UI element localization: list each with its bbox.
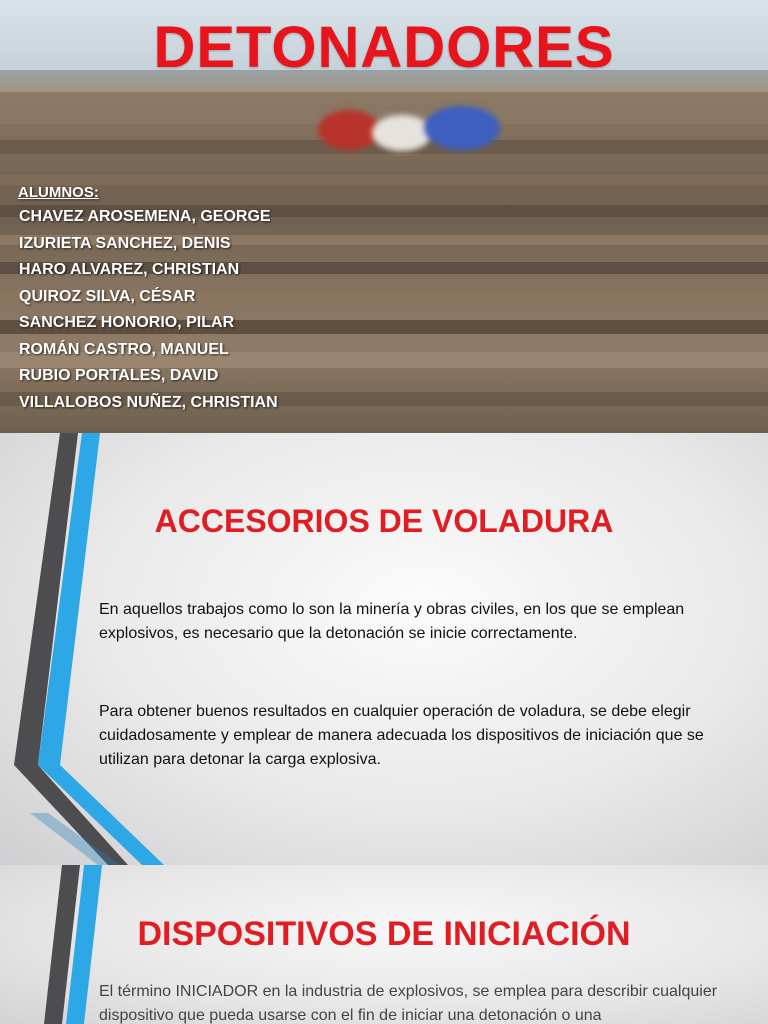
student-name: CHAVEZ AROSEMENA, GEORGE — [19, 208, 271, 225]
student-name: IZURIETA SANCHEZ, DENIS — [19, 234, 231, 252]
paragraph: Para obtener buenos resultados en cualquier operación de voladura, se debe elegir cuidadosamente y emplear de manera adecuada los dispositivos de iniciación que se utilizan para detonar la carga explosiva. — [99, 703, 704, 768]
slide-title: DETONADORES — [153, 15, 615, 80]
red-smoke — [318, 110, 380, 150]
section-heading: ACCESORIOS DE VOLADURA — [154, 503, 614, 539]
student-name: SANCHEZ HONORIO, PILAR — [19, 314, 235, 331]
white-smoke — [372, 115, 432, 151]
slide-accent-stripes — [0, 433, 768, 865]
title-slide — [0, 0, 768, 433]
paragraph: En aquellos trabajos como lo son la minería y obras civiles, en los que se emplean explosivos, es necesario que la detonación se inicie correctamente. — [99, 601, 685, 642]
content-slide-accesorios — [0, 433, 768, 865]
student-name: QUIROZ SILVA, CÉSAR — [19, 287, 196, 305]
student-name: ROMÁN CASTRO, MANUEL — [19, 340, 229, 358]
student-name: RUBIO PORTALES, DAVID — [19, 367, 219, 384]
students-list — [18, 182, 278, 416]
student-name: HARO ALVAREZ, CHRISTIAN — [19, 261, 240, 278]
students-header: ALUMNOS: — [18, 184, 99, 201]
section-heading: DISPOSITIVOS DE INICIACIÓN — [137, 915, 631, 953]
paragraph: El término INICIADOR en la industria de explosivos, se emplea para describir cualquier dispositivo que pueda usarse con el fin de iniciar una detonación o una — [99, 983, 718, 1024]
content-slide-dispositivos — [0, 865, 768, 1024]
student-name: VILLALOBOS NUÑEZ, CHRISTIAN — [19, 393, 278, 411]
blue-smoke — [424, 106, 500, 150]
